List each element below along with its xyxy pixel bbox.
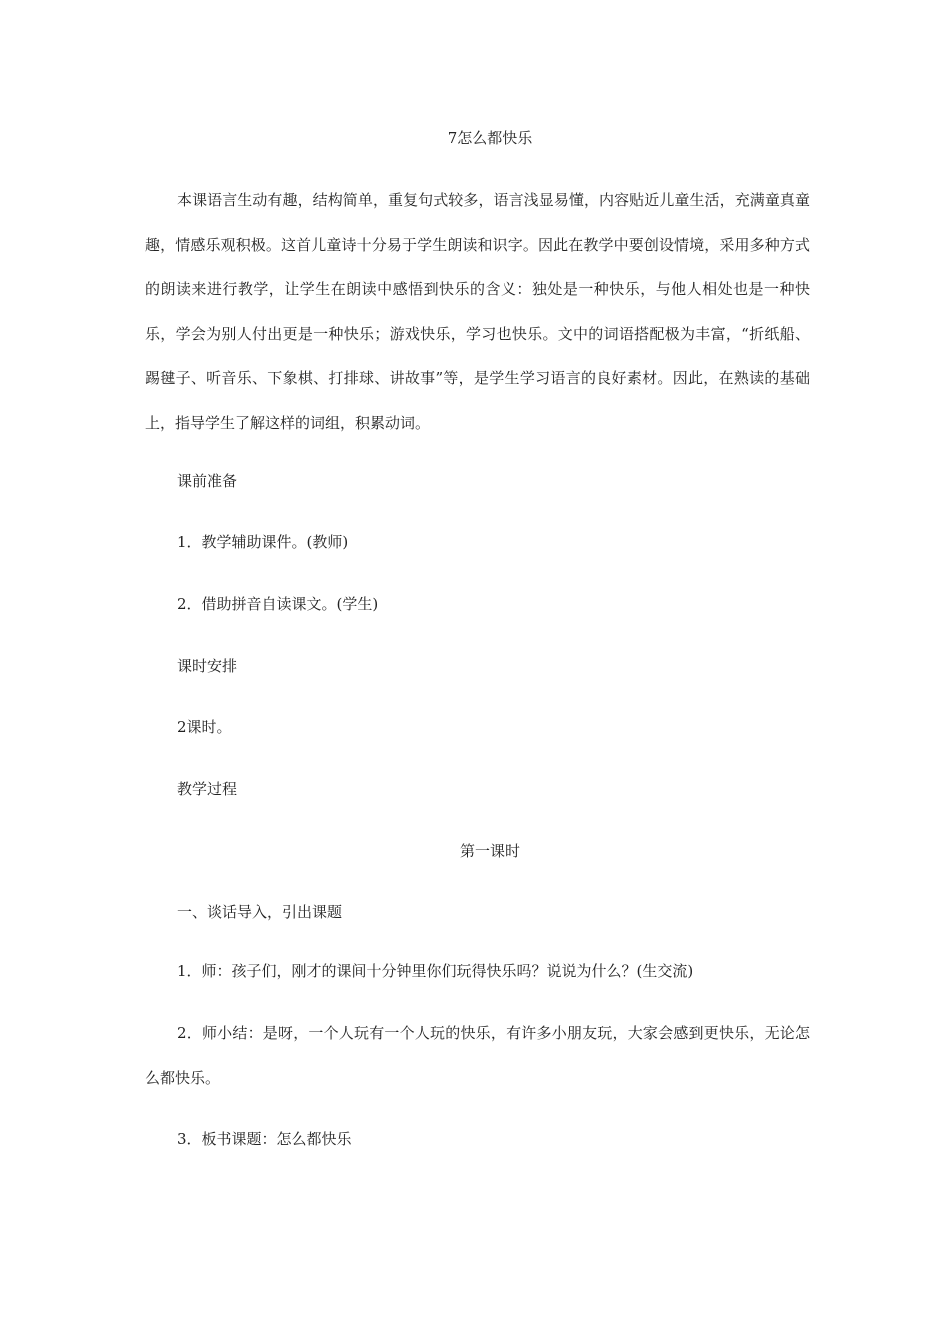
- session-title: 第一课时: [459, 842, 520, 860]
- document-title: 7怎么都快乐: [447, 129, 533, 147]
- process-heading: 教学过程: [177, 780, 238, 798]
- section1-item-1: 1．师：孩子们，刚才的课间十分钟里你们玩得快乐吗？说说为什么？(生交流): [177, 962, 694, 980]
- schedule-heading: 课时安排: [177, 657, 238, 675]
- schedule-text: 2课时。: [177, 718, 232, 736]
- section1-item-2: 2．师小结：是呀，一个人玩有一个人玩的快乐，有许多小朋友玩，大家会感到更快乐，无论怎么都快乐。: [145, 1024, 810, 1087]
- prep-item-1: 1．教学辅助课件。(教师): [177, 533, 349, 551]
- section1-heading: 一、谈话导入，引出课题: [177, 903, 343, 921]
- section1-item-3: 3．板书课题：怎么都快乐: [177, 1130, 352, 1148]
- prep-item-2: 2．借助拼音自读课文。(学生): [177, 595, 379, 613]
- prep-heading: 课前准备: [177, 472, 238, 490]
- intro-paragraph: 本课语言生动有趣，结构简单，重复句式较多，语言浅显易懂，内容贴近儿童生活，充满童真童趣，情感乐观积极。这首儿童诗十分易于学生朗读和识字。因此在教学中要创设情境，采用多种方式的朗读来进行教学，让学生在朗读中感悟到快乐的含义：独处是一种快乐，与他人相处也是一种快乐，学会为别人付出更是一种快乐；游戏快乐，学习也快乐。文中的词语搭配极为丰富，“折纸船、踢毽子、听音乐、下象棋、打排球、讲故事”等，是学生学习语言的良好素材。因此，在熟读的基础上，指导学生了解这样的词组，积累动词。: [145, 191, 810, 432]
